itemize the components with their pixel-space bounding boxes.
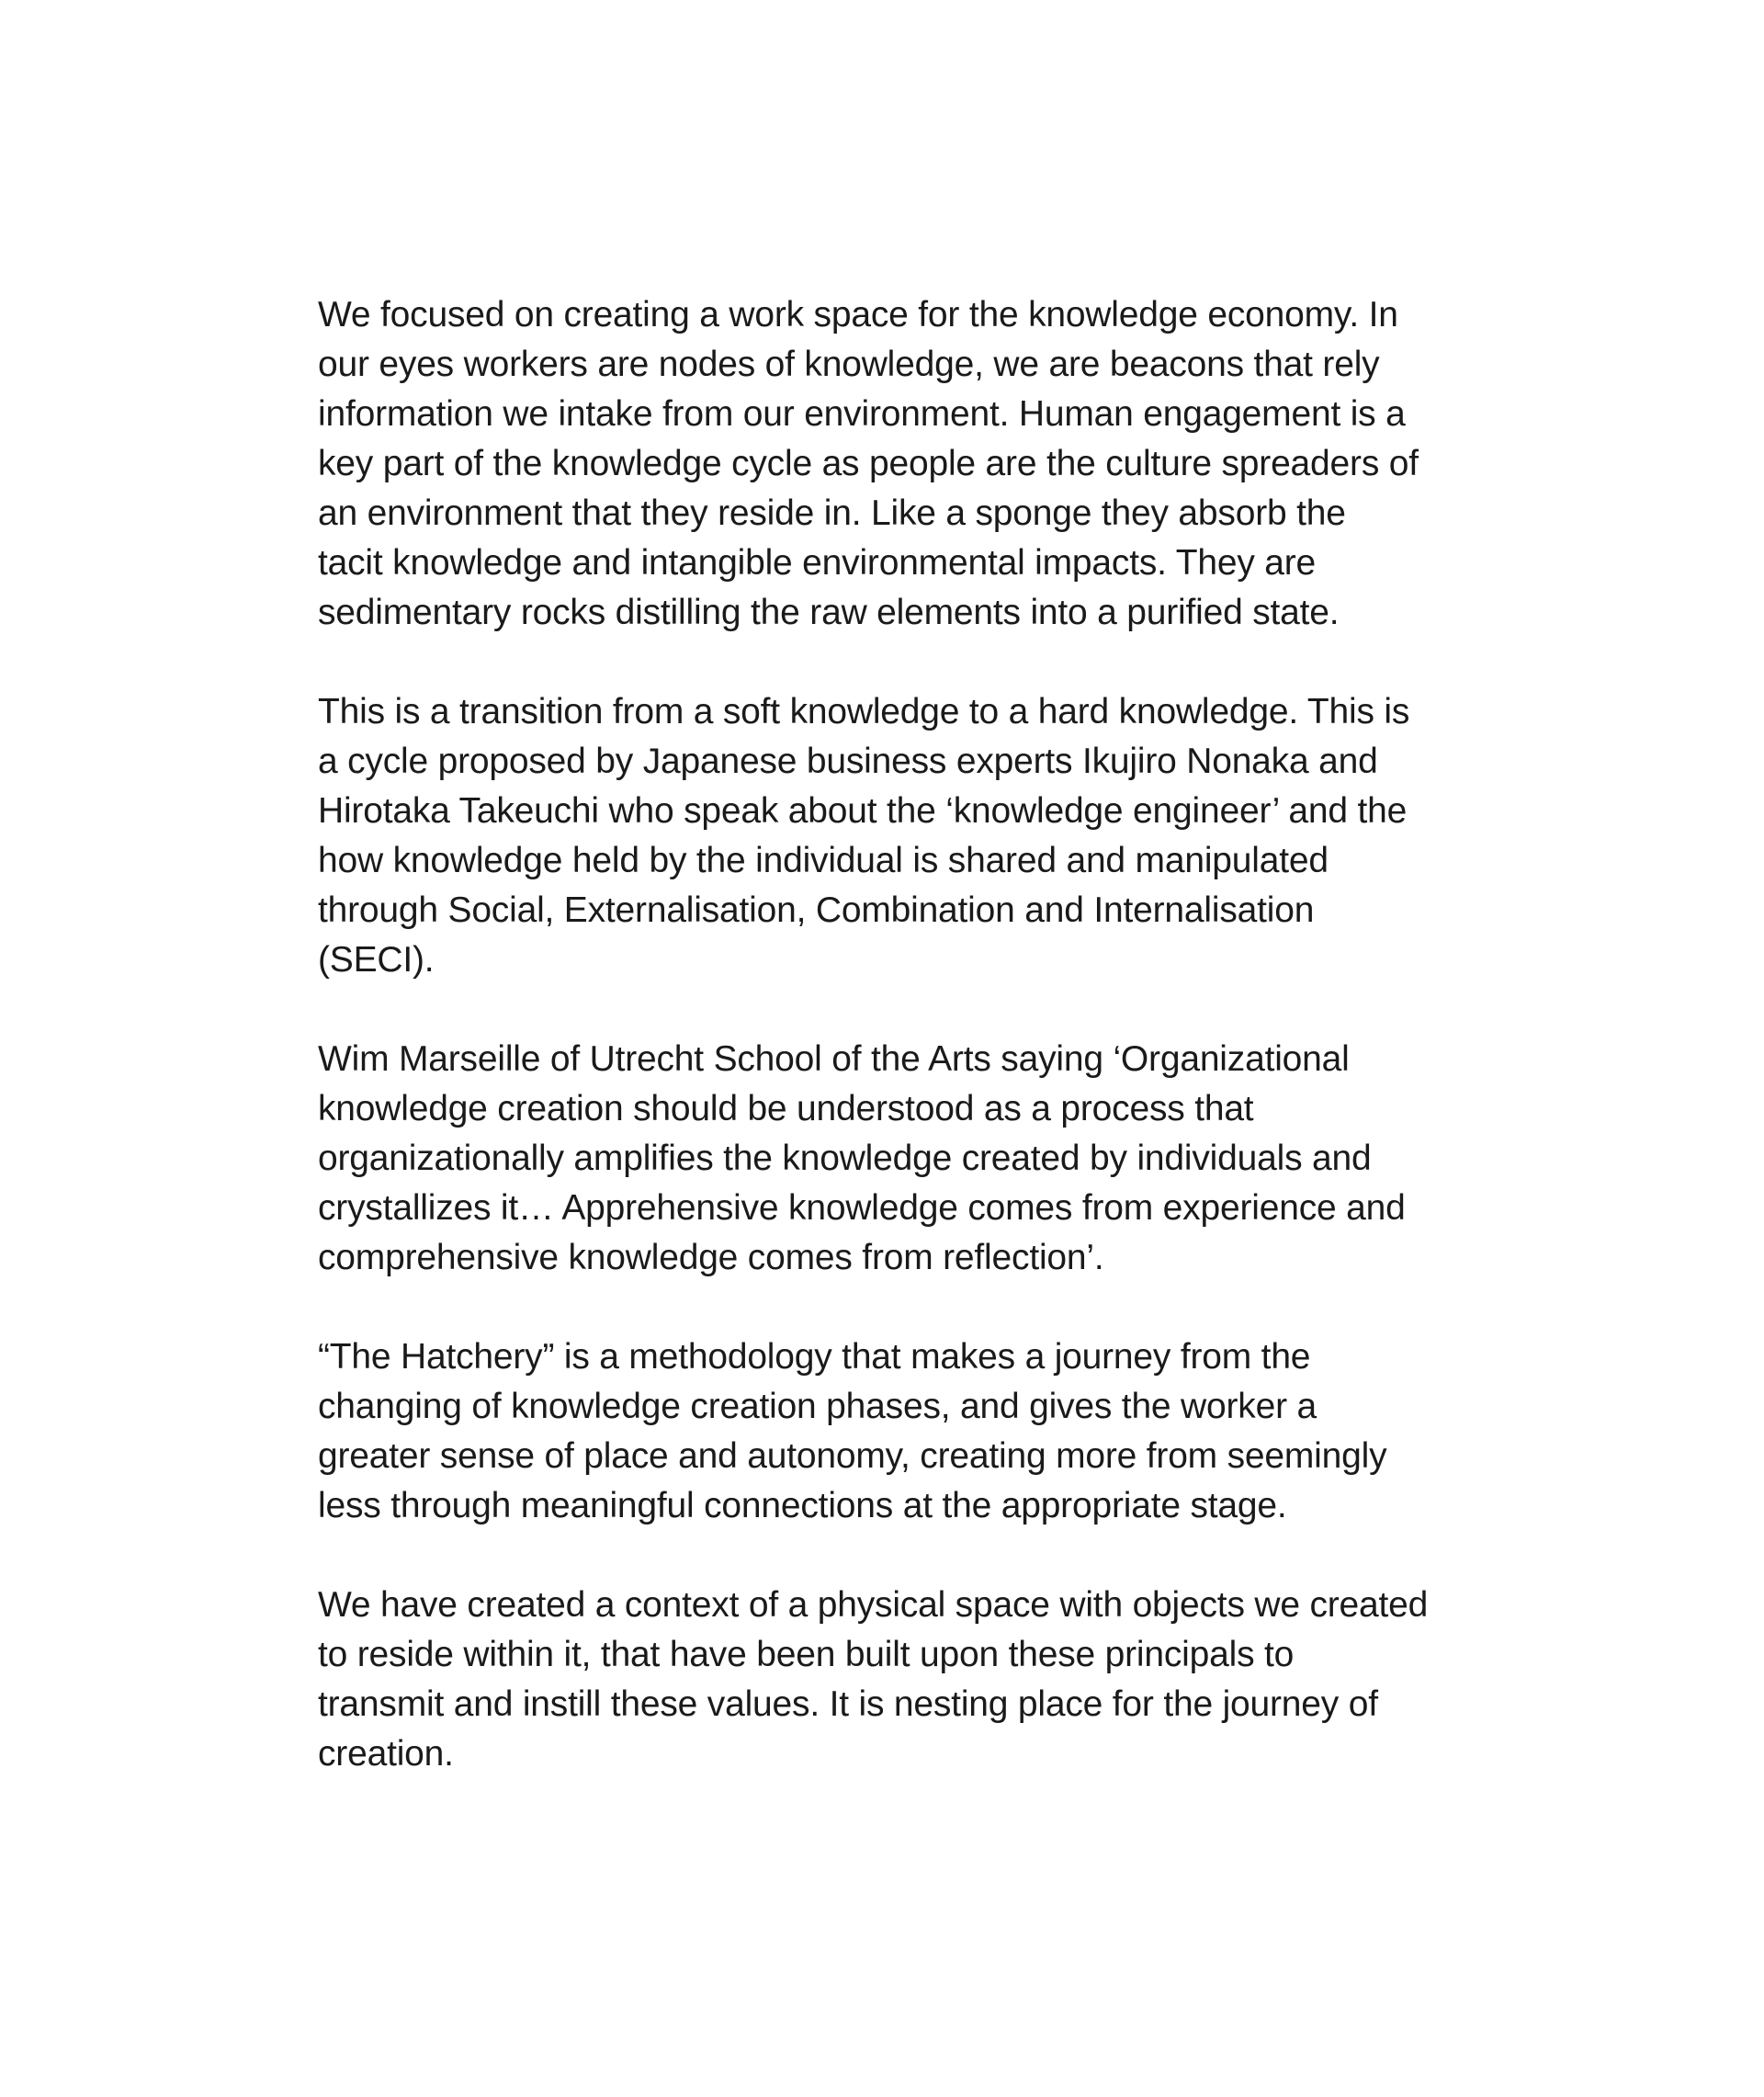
text-line: (SECI). — [318, 940, 435, 980]
paragraph-seci — [318, 687, 1494, 985]
text-line: transmit and instill these values. It is nesting place for the journey of — [318, 1684, 1378, 1724]
body-text — [318, 290, 1494, 1779]
text-line: Hirotaka Takeuchi who speak about the ‘knowledge engineer’ and the — [318, 791, 1408, 831]
text-line: a cycle proposed by Japanese business experts Ikujiro Nonaka and — [318, 742, 1378, 781]
text-line: crystallizes it… Apprehensive knowledge comes from experience and — [318, 1188, 1406, 1228]
text-line: to reside within it, that have been built upon these principals to — [318, 1635, 1295, 1674]
text-line: Wim Marseille of Utrecht School of the Arts saying ‘Organizational — [318, 1039, 1350, 1079]
text-line: key part of the knowledge cycle as people are the culture spreaders of — [318, 444, 1419, 483]
text-line: less through meaningful connections at the appropriate stage. — [318, 1486, 1287, 1525]
text-line: tacit knowledge and intangible environmental impacts. They are — [318, 543, 1317, 583]
text-line: creation. — [318, 1734, 454, 1774]
text-line: an environment that they reside in. Like a sponge they absorb the — [318, 493, 1346, 533]
text-line: knowledge creation should be understood as a process that — [318, 1089, 1254, 1128]
text-line: organizationally amplifies the knowledge created by individuals and — [318, 1139, 1372, 1178]
paragraph-physical-space — [318, 1581, 1494, 1779]
paragraph-knowledge-economy — [318, 290, 1494, 638]
text-line: our eyes workers are nodes of knowledge, we are beacons that rely — [318, 345, 1380, 384]
paragraph-marseille-quote — [318, 1035, 1494, 1283]
text-line: through Social, Externalisation, Combination and Internalisation — [318, 890, 1315, 930]
text-line: information we intake from our environment. Human engagement is a — [318, 394, 1406, 434]
text-line: greater sense of place and autonomy, creating more from seemingly — [318, 1436, 1387, 1476]
text-line: comprehensive knowledge comes from reflection’. — [318, 1238, 1104, 1277]
text-line: sedimentary rocks distilling the raw elements into a purified state. — [318, 593, 1340, 632]
text-line: We have created a context of a physical space with objects we created — [318, 1585, 1429, 1625]
text-line: changing of knowledge creation phases, and gives the worker a — [318, 1387, 1317, 1426]
paragraph-hatchery — [318, 1332, 1494, 1531]
text-line: We focused on creating a work space for the knowledge economy. In — [318, 295, 1398, 334]
text-line: “The Hatchery” is a methodology that makes a journey from the — [318, 1337, 1311, 1377]
text-line: This is a transition from a soft knowledge to a hard knowledge. This is — [318, 692, 1410, 731]
text-line: how knowledge held by the individual is shared and manipulated — [318, 841, 1329, 880]
